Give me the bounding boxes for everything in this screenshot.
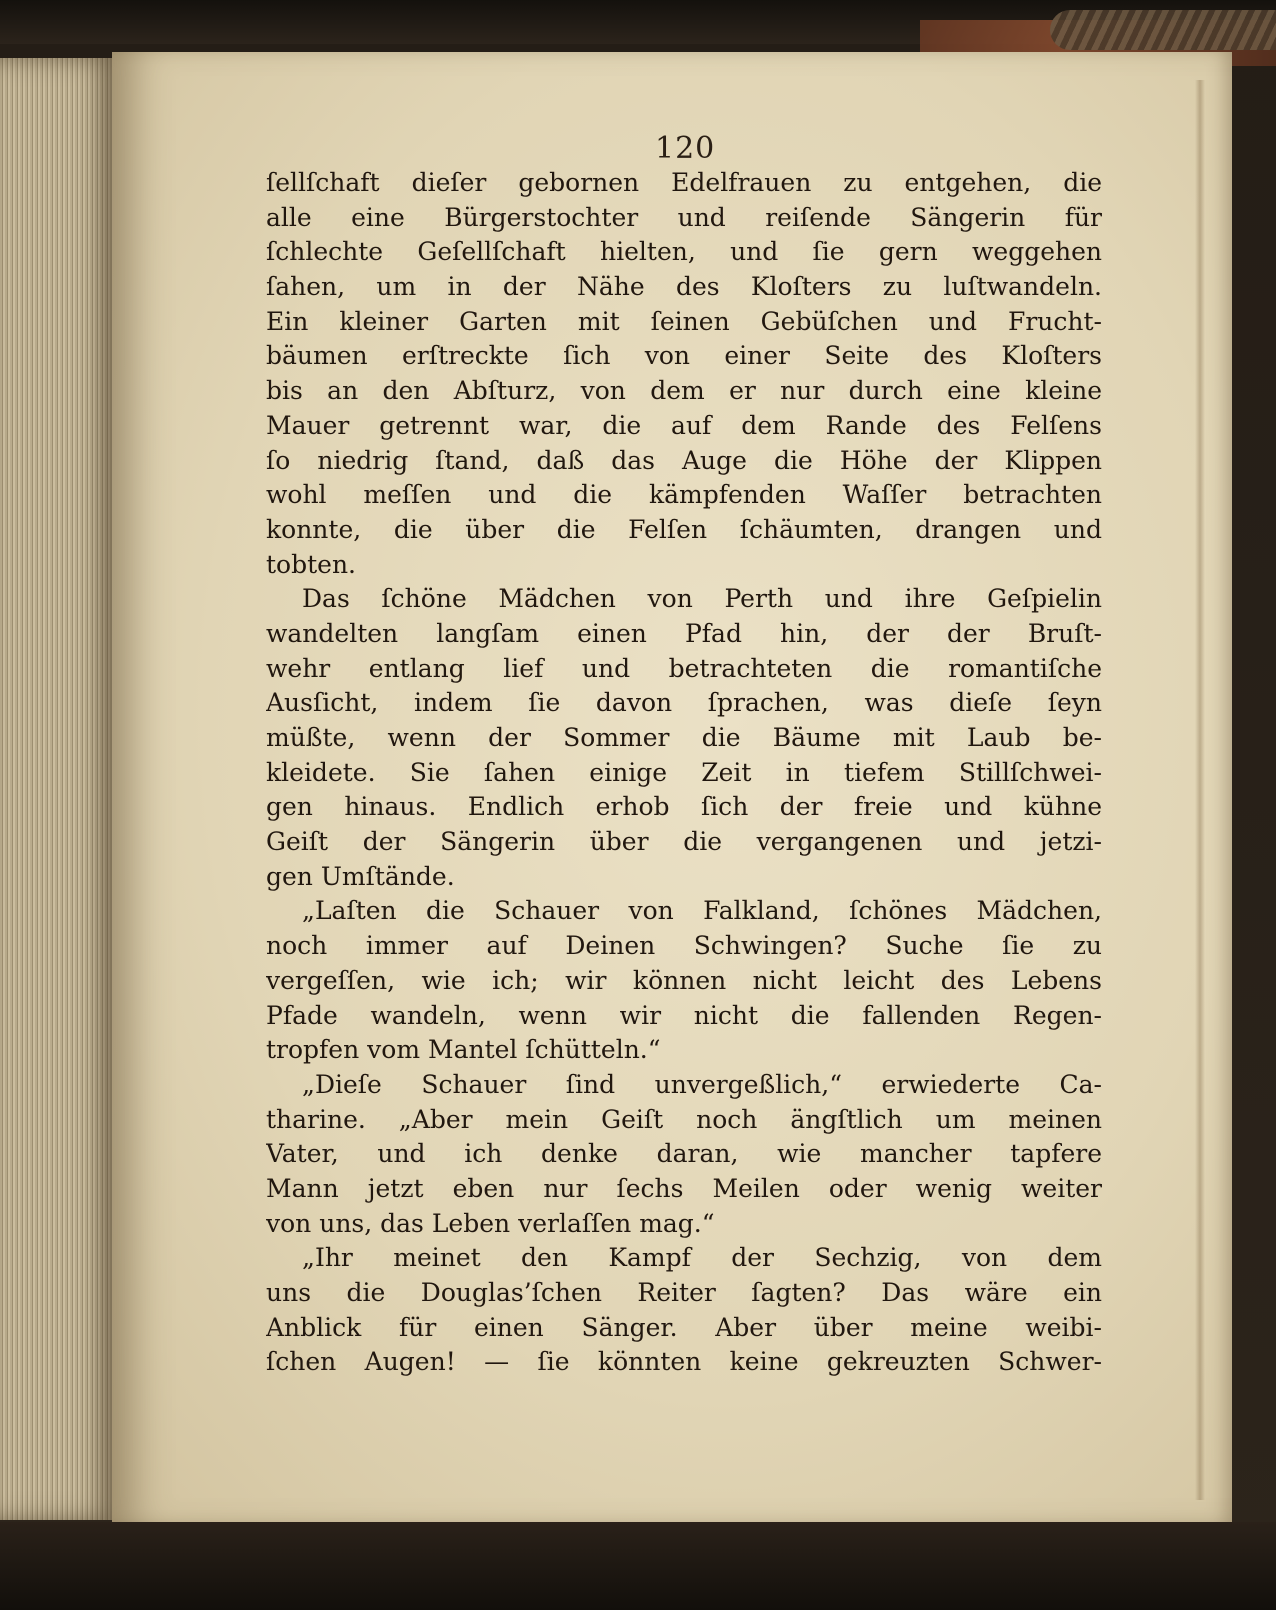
text-line: gen hinaus. Endlich erhob ſich der freie und kühne <box>266 792 1102 822</box>
text-line: müßte, wenn der Sommer die Bäume mit Laub be- <box>266 723 1102 752</box>
text-line: wandelten langſam einen Pfad hin, der der Bruſt- <box>266 618 1102 648</box>
text-line: wehr entlang lief und betrachteten die romantiſche <box>266 653 1102 683</box>
text-line: „Ihr meinet den Kampf der Sechzig, von dem <box>302 1243 1102 1273</box>
text-line: tobten. <box>266 549 356 579</box>
text-line: ſchlechte Geſellſchaft hielten, und ſie gern weggehen <box>266 237 1102 267</box>
text-line: Mauer getrennt war, die auf dem Rande des Felſens <box>266 410 1102 440</box>
text-line: wohl meſſen und die kämpfenden Waſſer betrachten <box>266 480 1102 510</box>
text-line: Anblick für einen Sänger. Aber über meine weibi- <box>266 1312 1102 1342</box>
text-line: vergeſſen, wie ich; wir können nicht leicht des Lebens <box>266 965 1102 995</box>
text-line: ſahen, um in der Nähe des Kloſters zu luſtwandeln. <box>266 272 1102 302</box>
text-line: ſo niedrig ſtand, daß das Auge die Höhe der Klippen <box>266 445 1102 475</box>
text-line: noch immer auf Deinen Schwingen? Suche ſie zu <box>266 931 1102 961</box>
page-number: 120 <box>655 131 716 166</box>
page-edges <box>0 58 120 1520</box>
text-line: Ein kleiner Garten mit ſeinen Gebüſchen und Frucht- <box>266 306 1102 336</box>
text-line: „Laſten die Schauer von Falkland, ſchönes Mädchen, <box>302 896 1102 926</box>
text-line: bäumen erſtreckte ſich von einer Seite des Kloſters <box>266 341 1102 371</box>
text-line: uns die Douglas’ſchen Reiter ſagten? Das wäre ein <box>266 1278 1102 1307</box>
text-line: Ausſicht, indem ſie davon ſprachen, was dieſe ſeyn <box>266 688 1102 718</box>
binding-cord <box>1050 10 1276 50</box>
text-line: tharine. „Aber mein Geiſt noch ängſtlich um meinen <box>266 1104 1102 1134</box>
text-line: konnte, die über die Felſen ſchäumten, drangen und <box>266 514 1102 544</box>
text-line: alle eine Bürgerstochter und reiſende Sängerin für <box>266 202 1102 232</box>
text-line: kleidete. Sie ſahen einige Zeit in tiefem Stillſchwei- <box>266 757 1102 787</box>
text-line: tropfen vom Mantel ſchütteln.“ <box>266 1035 661 1065</box>
book-cover-bottom <box>0 1522 1276 1610</box>
text-line: Pfade wandeln, wenn wir nicht die fallenden Regen- <box>266 1000 1102 1030</box>
page-gutter <box>1195 80 1205 1500</box>
text-line: ſellſchaft dieſer gebornen Edelfrauen zu entgehen, die <box>266 168 1102 197</box>
text-line: bis an den Abſturz, von dem er nur durch eine kleine <box>266 376 1102 406</box>
text-line: ſchen Augen! — ſie könnten keine gekreuzten Schwer- <box>266 1347 1102 1377</box>
text-line: von uns, das Leben verlaſſen mag.“ <box>266 1208 715 1238</box>
text-line: gen Umſtände. <box>266 861 455 891</box>
text-line: „Dieſe Schauer ſind unvergeßlich,“ erwiederte Ca- <box>302 1069 1102 1099</box>
text-line: Das ſchöne Mädchen von Perth und ihre Geſpielin <box>302 584 1102 614</box>
text-line: Geiſt der Sängerin über die vergangenen und jetzi- <box>266 827 1102 857</box>
text-line: Mann jetzt eben nur ſechs Meilen oder wenig weiter <box>266 1173 1102 1203</box>
body-text <box>266 166 1102 1380</box>
text-line: Vater, und ich denke daran, wie mancher tapfere <box>266 1139 1102 1169</box>
